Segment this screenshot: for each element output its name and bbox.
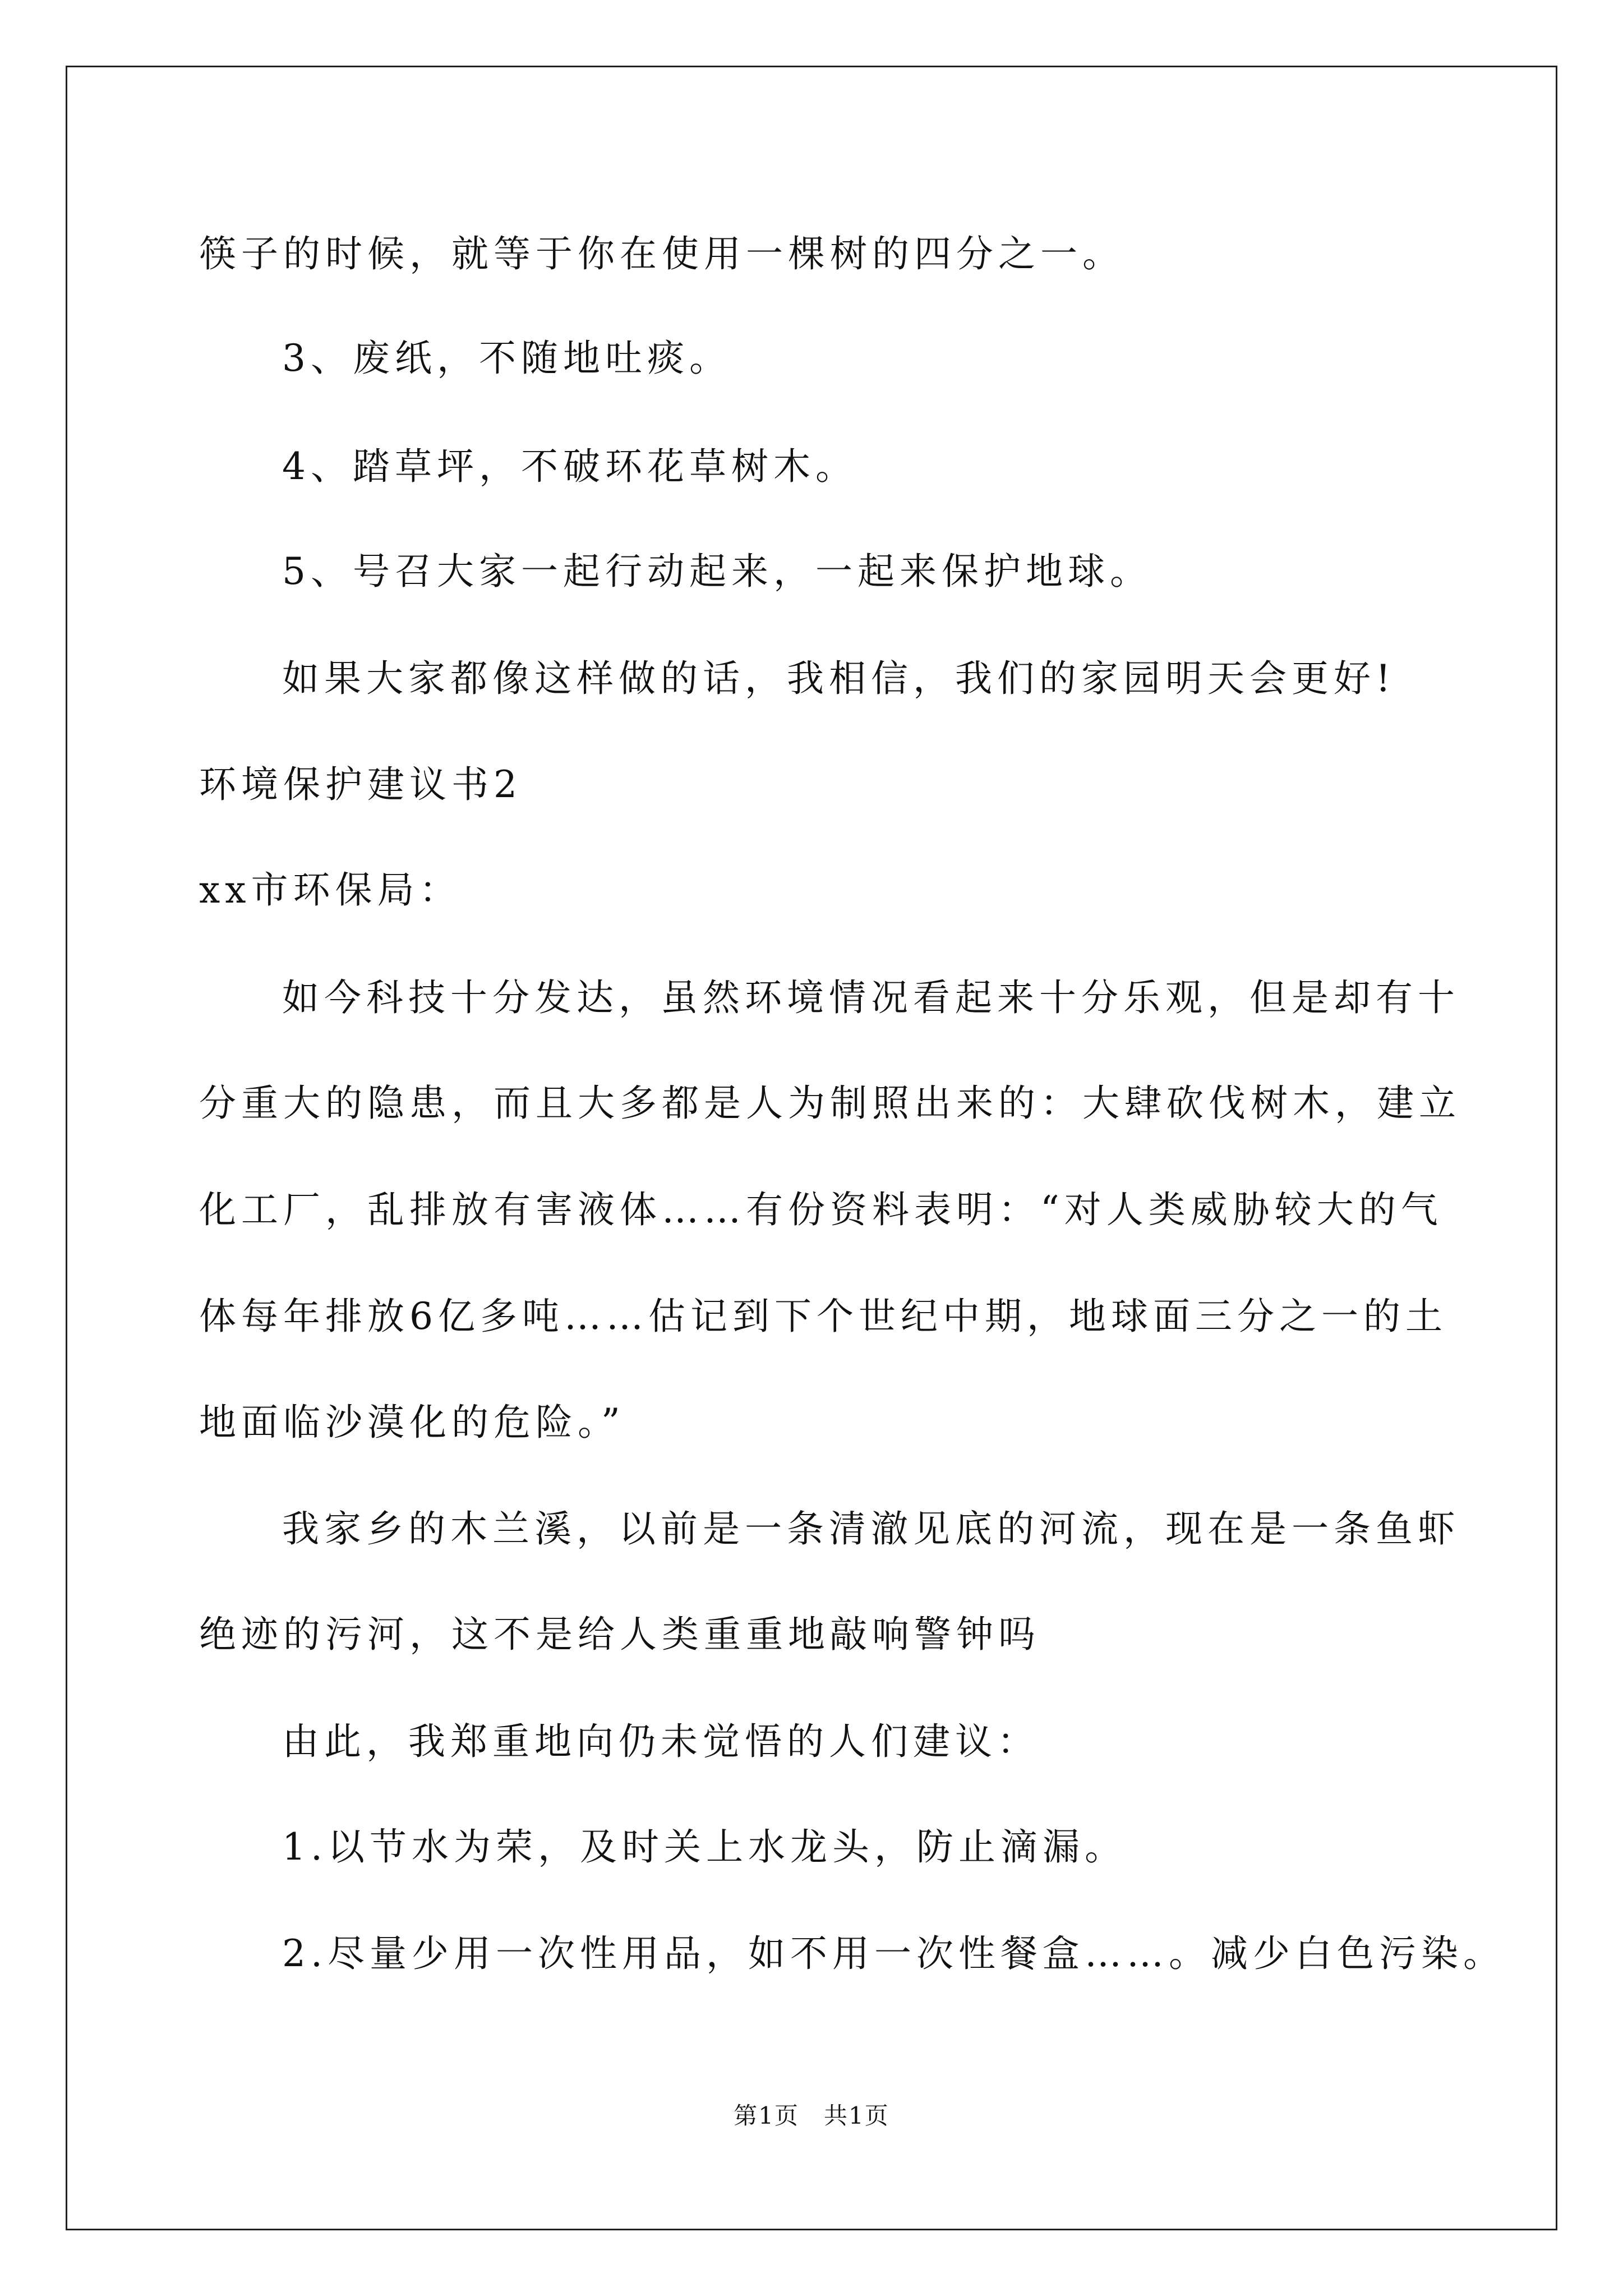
paragraph-line: 绝迹的污河，这不是给人类重重地敲响警钟吗 bbox=[199, 1613, 1040, 1656]
paragraph-line: 体每年排放6亿多吨……估记到下个世纪中期，地球面三分之一的土 bbox=[199, 1295, 1447, 1338]
paragraph-line: 地面临沙漠化的危险。” bbox=[199, 1401, 625, 1444]
list-item: 2.尽量少用一次性用品，如不用一次性餐盒……。减少白色污染。 bbox=[282, 1932, 1505, 1975]
paragraph-line: 化工厂，乱排放有害液体……有份资料表明：“对人类威胁较大的气 bbox=[199, 1188, 1443, 1231]
paragraph-line: 如果大家都像这样做的话，我相信，我们的家园明天会更好! bbox=[282, 657, 1396, 700]
salutation: xx市环保局： bbox=[199, 868, 462, 912]
paragraph-line: 我家乡的木兰溪，以前是一条清澈见底的河流，现在是一条鱼虾 bbox=[282, 1507, 1460, 1550]
paragraph-line: 筷子的时候，就等于你在使用一棵树的四分之一。 bbox=[199, 232, 1124, 275]
paragraph-line: 分重大的隐患，而且大多都是人为制照出来的：大肆砍伐树木，建立 bbox=[199, 1082, 1461, 1125]
list-item: 1.以节水为荣，及时关上水龙头，防止滴漏。 bbox=[282, 1825, 1127, 1869]
paragraph-line: 由此，我郑重地向仍未觉悟的人们建议： bbox=[282, 1720, 1039, 1763]
section-title: 环境保护建议书2 bbox=[199, 763, 522, 806]
list-item: 3、废纸，不随地吐痰。 bbox=[282, 337, 731, 380]
list-item: 5、号召大家一起行动起来，一起来保护地球。 bbox=[282, 550, 1152, 593]
page-border bbox=[66, 66, 1557, 2230]
list-item: 4、踏草坪，不破环花草树木。 bbox=[282, 445, 857, 488]
paragraph-line: 如今科技十分发达，虽然环境情况看起来十分乐观，但是却有十 bbox=[282, 976, 1460, 1019]
page-footer: 第1页 共1页 bbox=[734, 2102, 889, 2129]
